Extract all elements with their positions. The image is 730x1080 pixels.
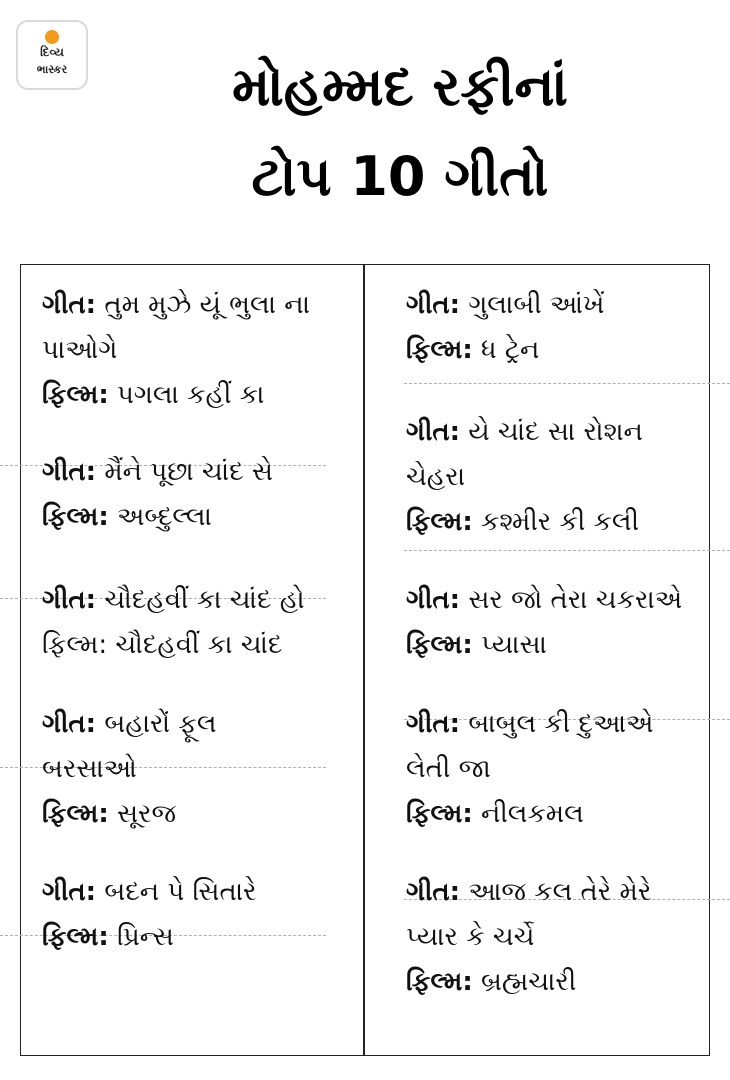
film-title: પ્રિન્સ: [116, 922, 174, 952]
song-title: મૈંને પૂછા ચાંદ સે: [104, 457, 273, 487]
song-line: [406, 702, 653, 747]
song-line: [42, 283, 310, 328]
song-line: [42, 450, 273, 495]
song-line: [42, 870, 257, 915]
song-title: તુમ મુઝે યૂં ભુલા ના: [104, 290, 311, 320]
song-label: ગીત:: [406, 417, 461, 447]
song-entry-8: [406, 578, 682, 668]
film-line: ફિલ્મ: ચૌદહવીં કા ચાંદ: [42, 630, 283, 660]
song-entry-5: [42, 870, 257, 960]
column-divider: [363, 264, 365, 1056]
song-line: [406, 578, 682, 623]
song-entry-1: [42, 283, 310, 418]
film-label: ફિલ્મ:: [42, 799, 109, 829]
song-label: ગીત:: [42, 585, 97, 615]
song-label: ગીત:: [42, 877, 97, 907]
page-title-line2: ટોપ 10 ગીતો: [251, 145, 549, 208]
song-title: ગુલાબી આંખેં: [468, 290, 605, 320]
film-label: ફિલ્મ:: [406, 799, 473, 829]
song-line: [42, 702, 217, 747]
film-title: પગલા કહીં કા: [116, 380, 265, 410]
song-title: બદન પે સિતારે: [104, 877, 257, 907]
logo-text-line2: ભાસ્કર: [36, 63, 68, 76]
song-title: બાબુલ કી દુઆએ: [468, 709, 654, 739]
film-line: [406, 623, 682, 668]
sun-icon: [45, 30, 59, 44]
song-line: [406, 870, 651, 915]
page-title-line1: મોહમ્મદ રફીનાં: [232, 55, 568, 118]
page-title: [100, 42, 700, 222]
row-separator: [404, 383, 730, 384]
song-line: [42, 578, 305, 623]
song-label: ગીત:: [406, 290, 461, 320]
film-label: ફિલ્મ:: [42, 502, 109, 532]
song-title: યે ચાંદ સા રોશન: [468, 417, 643, 447]
film-title: ધ ટ્રેન: [480, 335, 540, 365]
song-entry-7: [406, 410, 643, 545]
song-label: ગીત:: [42, 290, 97, 320]
song-line: પ્યાર કે ચર્ચે: [406, 922, 535, 952]
song-line: ચેહરા: [406, 462, 466, 492]
film-line: [42, 915, 257, 960]
song-line: [406, 410, 643, 455]
film-label: ફિલ્મ:: [42, 380, 109, 410]
song-entry-9: [406, 702, 653, 837]
song-entry-3: [42, 578, 305, 668]
song-title: સર જો તેરા ચકરાએ: [468, 585, 683, 615]
film-line: [42, 792, 217, 837]
film-title: નીલકમલ: [480, 799, 584, 829]
film-label: ફિલ્મ:: [406, 630, 473, 660]
song-label: ગીત:: [406, 585, 461, 615]
film-line: [42, 495, 273, 540]
divya-bhaskar-logo: [16, 20, 88, 90]
song-title: ચૌદહવીં કા ચાંદ હો: [104, 585, 305, 615]
film-title: સૂરજ: [116, 799, 177, 829]
film-title: પ્યાસા: [480, 630, 547, 660]
film-label: ફિલ્મ:: [42, 922, 109, 952]
film-title: બ્રહ્મચારી: [480, 967, 577, 997]
film-line: [406, 328, 604, 373]
song-label: ગીત:: [406, 709, 461, 739]
film-line: [42, 373, 310, 418]
song-label: ગીત:: [42, 457, 97, 487]
row-separator: [404, 550, 730, 551]
film-label: ફિલ્મ:: [406, 967, 473, 997]
film-line: [406, 500, 643, 545]
film-line: [406, 792, 653, 837]
film-label: ફિલ્મ:: [406, 507, 473, 537]
film-line: [406, 960, 651, 1005]
song-line: લેતી જા: [406, 754, 491, 784]
logo-text-line1: દિવ્ય: [40, 45, 64, 59]
film-title: કશ્મીર કી કલી: [480, 507, 640, 537]
song-entry-4: [42, 702, 217, 837]
song-label: ગીત:: [42, 709, 97, 739]
song-entry-10: [406, 870, 651, 1005]
song-line: [406, 283, 604, 328]
song-entry-6: [406, 283, 604, 373]
song-line: પાઓગે: [42, 335, 118, 365]
song-line: બરસાઓ: [42, 754, 137, 784]
song-entry-2: [42, 450, 273, 540]
film-title: અબ્દુલ્લા: [116, 502, 212, 532]
song-title: બહારોં ફૂલ: [104, 709, 217, 739]
song-title: આજ કલ તેરે મેરે: [468, 877, 652, 907]
film-label: ફિલ્મ:: [406, 335, 473, 365]
song-label: ગીત:: [406, 877, 461, 907]
